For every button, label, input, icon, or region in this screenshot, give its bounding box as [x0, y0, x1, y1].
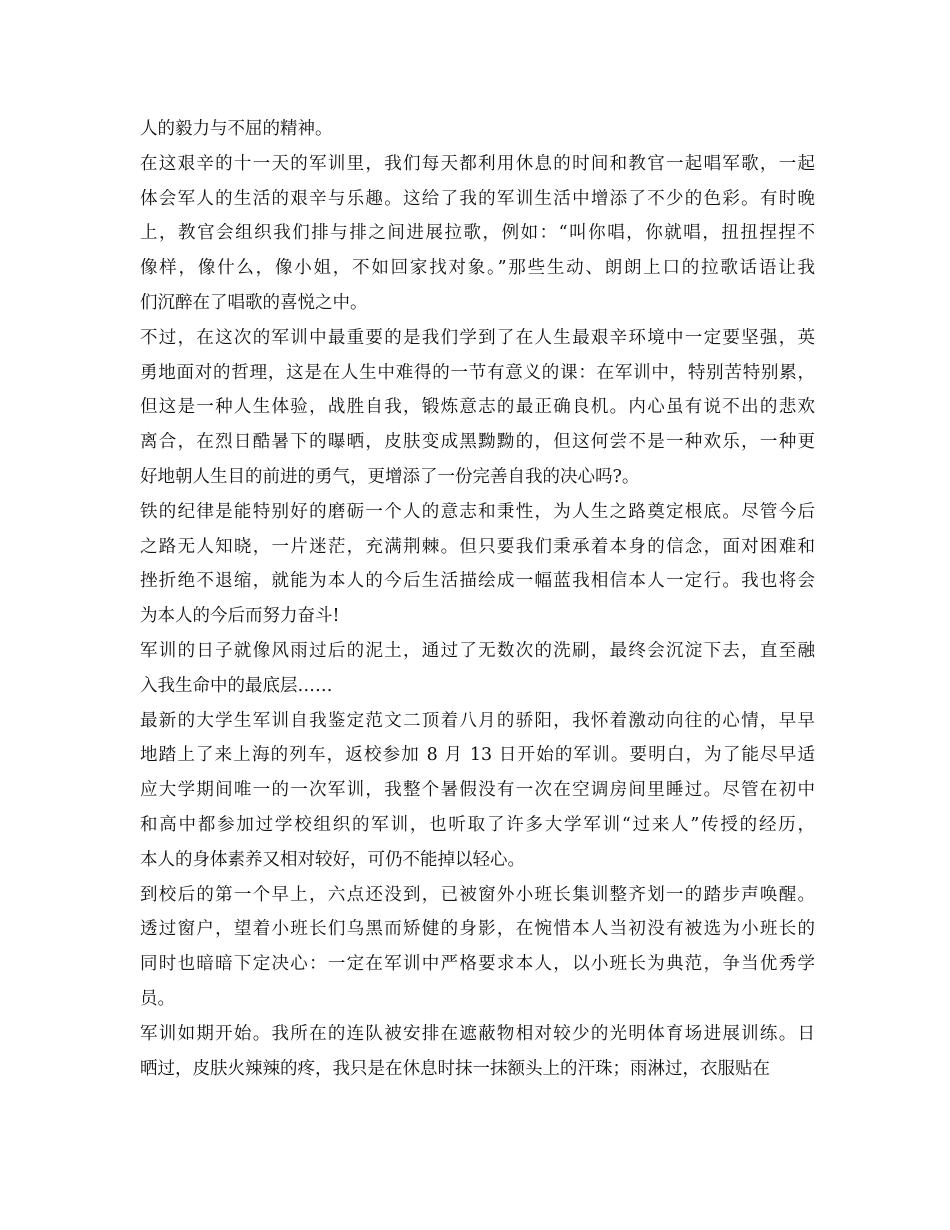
text-line: 军训如期开始。我所在的连队被安排在遮蔽物相对较少的光明体育场进展训练。日 [140, 1023, 815, 1044]
text-line: 之路无人知晓，一片迷茫，充满荆棘。但只要我们秉承着本身的信念，面对困难和 [140, 536, 815, 557]
text-line: 员。 [140, 988, 175, 1009]
paragraph [140, 878, 815, 1017]
text-line: 像样，像什么，像小姐，不如回家找对象。”那些生动、朗朗上口的拉歌话语让我 [140, 258, 815, 279]
text-line: 入我生命中的最底层…… [140, 675, 333, 696]
paragraph [140, 634, 815, 704]
text-line: 同时也暗暗下定决心：一定在军训中严格要求本人，以小班长为典范，争当优秀学 [140, 954, 815, 975]
text-line: 好地朝人生目的前进的勇气，更增添了一份完善自我的决心吗?。 [140, 466, 640, 487]
text-line: 体会军人的生活的艰辛与乐趣。这给了我的军训生活中增添了不少的色彩。有时晚 [140, 188, 815, 209]
text-line: 应大学期间唯一的一次军训，我整个暑假没有一次在空调房间里睡过。尽管在初中 [140, 780, 815, 801]
text-line: 为本人的今后而努力奋斗! [140, 606, 340, 627]
text-line: 和高中都参加过学校组织的军训，也听取了许多大学军训“过来人”传授的经历， [140, 814, 815, 835]
text-line: 但这是一种人生体验，战胜自我，锻炼意志的最正确良机。内心虽有说不出的悲欢 [140, 397, 815, 418]
paragraph [140, 495, 815, 634]
text-line: 军训的日子就像风雨过后的泥土，通过了无数次的洗刷，最终会沉淀下去，直至融 [140, 640, 815, 661]
text-line: 到校后的第一个早上，六点还没到，已被窗外小班长集训整齐划一的踏步声唤醒。 [140, 884, 815, 905]
text-line: 们沉醉在了唱歌的喜悦之中。 [140, 292, 368, 313]
document-body [140, 112, 815, 1086]
text-line: 在这艰辛的十一天的军训里，我们每天都利用休息的时间和教官一起唱军歌，一起 [140, 153, 815, 174]
paragraph [140, 1017, 815, 1087]
text-line: 本人的身体素养又相对较好，可仍不能掉以轻心。 [140, 849, 525, 870]
text-line: 挫折绝不退缩，就能为本人的今后生活描绘成一幅蓝我相信本人一定行。我也将会 [140, 571, 815, 592]
paragraph [140, 147, 815, 321]
text-line: 铁的纪律是能特别好的磨砺一个人的意志和秉性，为人生之路奠定根底。尽管今后 [140, 501, 815, 522]
text-line: 地踏上了来上海的列车，返校参加 8 月 13 日开始的军训。要明白，为了能尽早适 [140, 745, 815, 766]
paragraph [140, 704, 815, 878]
text-line: 人的毅力与不屈的精神。 [140, 119, 333, 139]
text-line: 上，教官会组织我们排与排之间进展拉歌，例如：“叫你唱，你就唱，扭扭捏捏不 [140, 223, 815, 244]
text-line: 透过窗户，望着小班长们乌黑而矫健的身影，在惋惜本人当初没有被选为小班长的 [140, 919, 815, 940]
text-line: 不过，在这次的军训中最重要的是我们学到了在人生最艰辛环境中一定要坚强，英 [140, 327, 815, 348]
text-line: 晒过，皮肤火辣辣的疼，我只是在休息时抹一抹额头上的汗珠；雨淋过，衣服贴在 [140, 1058, 770, 1079]
text-line: 最新的大学生军训自我鉴定范文二顶着八月的骄阳，我怀着激动向往的心情，早早 [140, 710, 815, 731]
paragraph [140, 321, 815, 495]
paragraph [140, 112, 815, 147]
text-line: 勇地面对的哲理，这是在人生中难得的一节有意义的课：在军训中，特别苦特别累， [140, 362, 815, 383]
text-line: 离合，在烈日酷暑下的曝晒，皮肤变成黑黝黝的，但这何尝不是一种欢乐，一种更 [140, 432, 815, 453]
